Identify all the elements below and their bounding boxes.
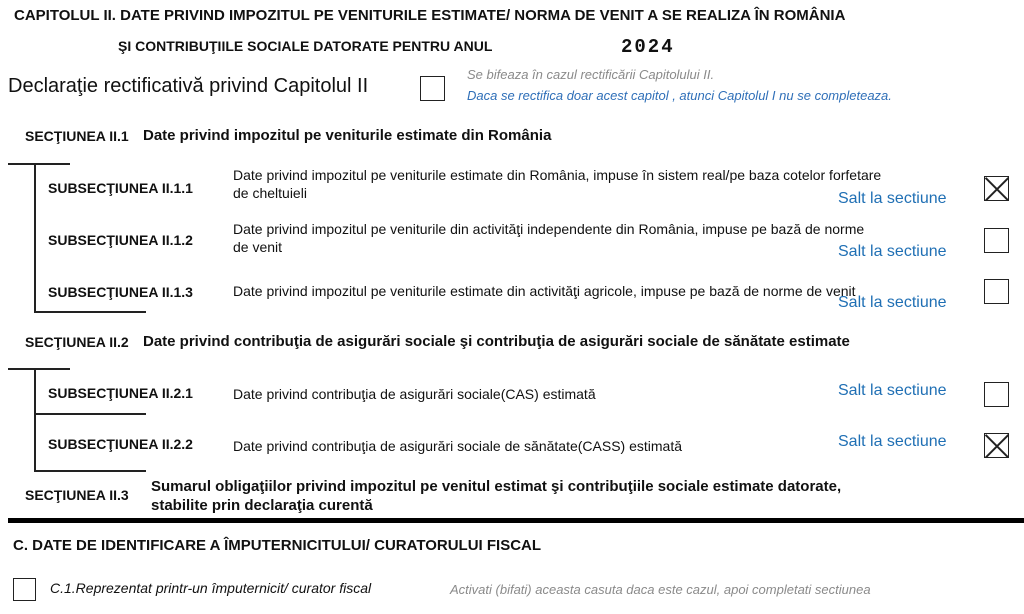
section-2-2-tree-line <box>34 368 36 472</box>
section-2-1-tree-top <box>8 163 70 165</box>
section-2-2-tree-top <box>8 368 70 370</box>
subsection-2-1-1-desc-line2: de cheltuieli <box>233 185 307 201</box>
subsection-2-2-1-desc: Date privind contribuţia de asigurări sociale(CAS) estimată <box>233 386 596 402</box>
subsection-2-1-1-checkbox[interactable] <box>984 176 1009 201</box>
section-2-2-tree-bottom <box>34 470 146 472</box>
subsection-2-1-3-checkbox[interactable] <box>984 279 1009 304</box>
year-value: 2024 <box>621 36 675 58</box>
section-c1-hint: Activati (bifati) aceasta casuta daca este cazul, apoi completati sectiunea <box>450 582 871 597</box>
section-2-1-title: Date privind impozitul pe veniturile estimate din România <box>143 127 552 144</box>
section-2-1-tree-bottom <box>34 311 146 313</box>
subsection-2-2-2-desc: Date privind contribuţia de asigurări sociale de sănătate(CASS) estimată <box>233 438 683 454</box>
subsection-2-1-1-desc-line1: Date privind impozitul pe veniturile estimate din România, impuse în sistem real/pe baza cotelor forfetare <box>233 167 882 183</box>
section-c-title: C. DATE DE IDENTIFICARE A ÎMPUTERNICITULUI/ CURATORULUI FISCAL <box>13 537 542 554</box>
subsection-2-2-1-label: SUBSECŢIUNEA II.2.1 <box>48 385 193 401</box>
section-divider <box>8 518 1024 523</box>
rectification-checkbox[interactable] <box>420 76 445 101</box>
section-2-1-tree-line <box>34 163 36 313</box>
chapter-title-line2: ŞI CONTRIBUŢIILE SOCIALE DATORATE PENTRU ANUL <box>118 38 493 54</box>
subsection-2-1-2-checkbox[interactable] <box>984 228 1009 253</box>
section-2-2-title: Date privind contribuţia de asigurări sociale şi contribuţia de asigurări sociale de sănătate estimate <box>143 333 850 350</box>
rectification-hint-note: Daca se rectifica doar acest capitol , atunci Capitolul I nu se completeaza. <box>467 88 892 103</box>
section-2-3-title-line2: stabilite prin declaraţia curentă <box>151 497 373 514</box>
subsection-2-2-2-label: SUBSECŢIUNEA II.2.2 <box>48 436 193 452</box>
section-2-3-label: SECŢIUNEA II.3 <box>25 487 129 503</box>
section-2-1-label: SECŢIUNEA II.1 <box>25 128 129 144</box>
subsection-2-1-3-jump-link[interactable]: Salt la sectiune <box>838 294 947 311</box>
subsection-2-2-2-jump-link[interactable]: Salt la sectiune <box>838 433 947 450</box>
subsection-2-2-1-jump-link[interactable]: Salt la sectiune <box>838 382 947 399</box>
rectification-hint: Se bifeaza în cazul rectificării Capitolului II. <box>467 67 715 82</box>
section-2-2-label: SECŢIUNEA II.2 <box>25 334 129 350</box>
section-c1-checkbox[interactable] <box>13 578 36 601</box>
section-2-3-title-line1: Sumarul obligaţiilor privind impozitul pe venitul estimat şi contribuţiile sociale estimate datorate, <box>151 478 842 495</box>
subsection-2-2-2-checkbox[interactable] <box>984 433 1009 458</box>
subsection-2-2-1-checkbox[interactable] <box>984 382 1009 407</box>
subsection-2-1-1-jump-link[interactable]: Salt la sectiune <box>838 190 947 207</box>
subsection-2-1-3-desc-line1: Date privind impozitul pe veniturile estimate din activităţi agricole, impuse pe bază de norme de venit <box>233 283 856 299</box>
chapter-title-line1: CAPITOLUL II. DATE PRIVIND IMPOZITUL PE VENITURILE ESTIMATE/ NORMA DE VENIT A SE REALIZA ÎN ROMÂNIA <box>14 7 846 24</box>
subsection-2-1-2-desc-line2: de venit <box>233 239 283 255</box>
section-2-2-tree-mid <box>34 413 146 415</box>
subsection-2-1-2-desc-line1: Date privind impozitul pe veniturile din activităţi independente din România, impuse pe bază de norme <box>233 221 865 237</box>
subsection-2-1-3-label: SUBSECŢIUNEA II.1.3 <box>48 284 193 300</box>
subsection-2-1-1-label: SUBSECŢIUNEA II.1.1 <box>48 180 193 196</box>
rectification-label: Declaraţie rectificativă privind Capitolul II <box>8 75 369 97</box>
subsection-2-1-2-label: SUBSECŢIUNEA II.1.2 <box>48 232 193 248</box>
subsection-2-1-2-jump-link[interactable]: Salt la sectiune <box>838 243 947 260</box>
section-c1-label: C.1.Reprezentat printr-un împuternicit/ curator fiscal <box>50 580 372 596</box>
